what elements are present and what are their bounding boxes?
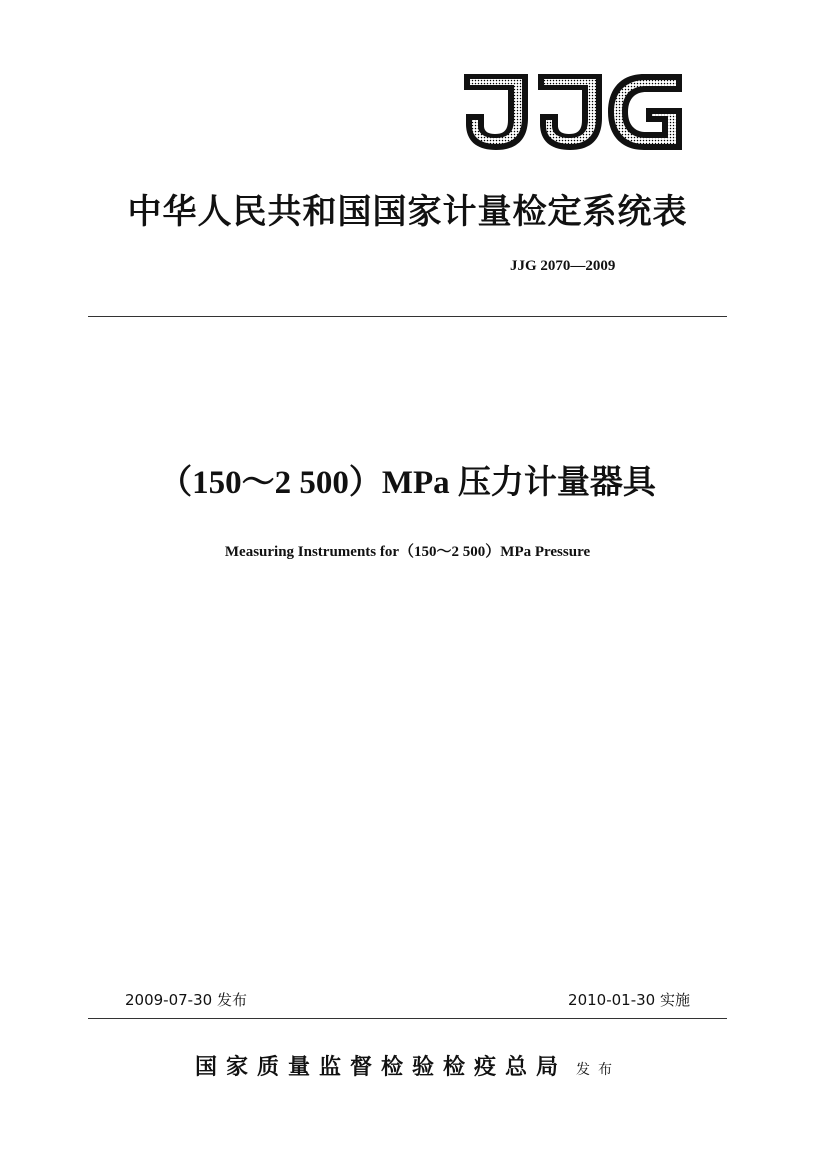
publisher-name: 国家质量监督检验检疫总局	[194, 1054, 567, 1080]
jjg-logo	[462, 70, 684, 154]
standard-number: JJG 2070—2009	[510, 258, 616, 274]
issue-date: 2009-07-30 发布	[125, 991, 247, 1009]
implementation-date: 2010-01-30 实施	[568, 991, 690, 1009]
document-subtitle-english: Measuring Instruments for（150～2 500）MPa Pressure	[224, 544, 591, 560]
logo-letter-g	[608, 74, 682, 150]
logo-letter-j-first	[464, 74, 528, 150]
standard-series-title: 中华人民共和国国家计量检定系统表	[127, 192, 688, 232]
top-divider	[88, 316, 727, 317]
logo-letter-j-second	[538, 74, 602, 150]
bottom-divider	[88, 1018, 727, 1019]
publish-label: 发布	[576, 1062, 621, 1078]
publisher-line	[0, 1050, 815, 1081]
document-title: （150～2 500）MPa 压力计量器具	[159, 465, 656, 501]
